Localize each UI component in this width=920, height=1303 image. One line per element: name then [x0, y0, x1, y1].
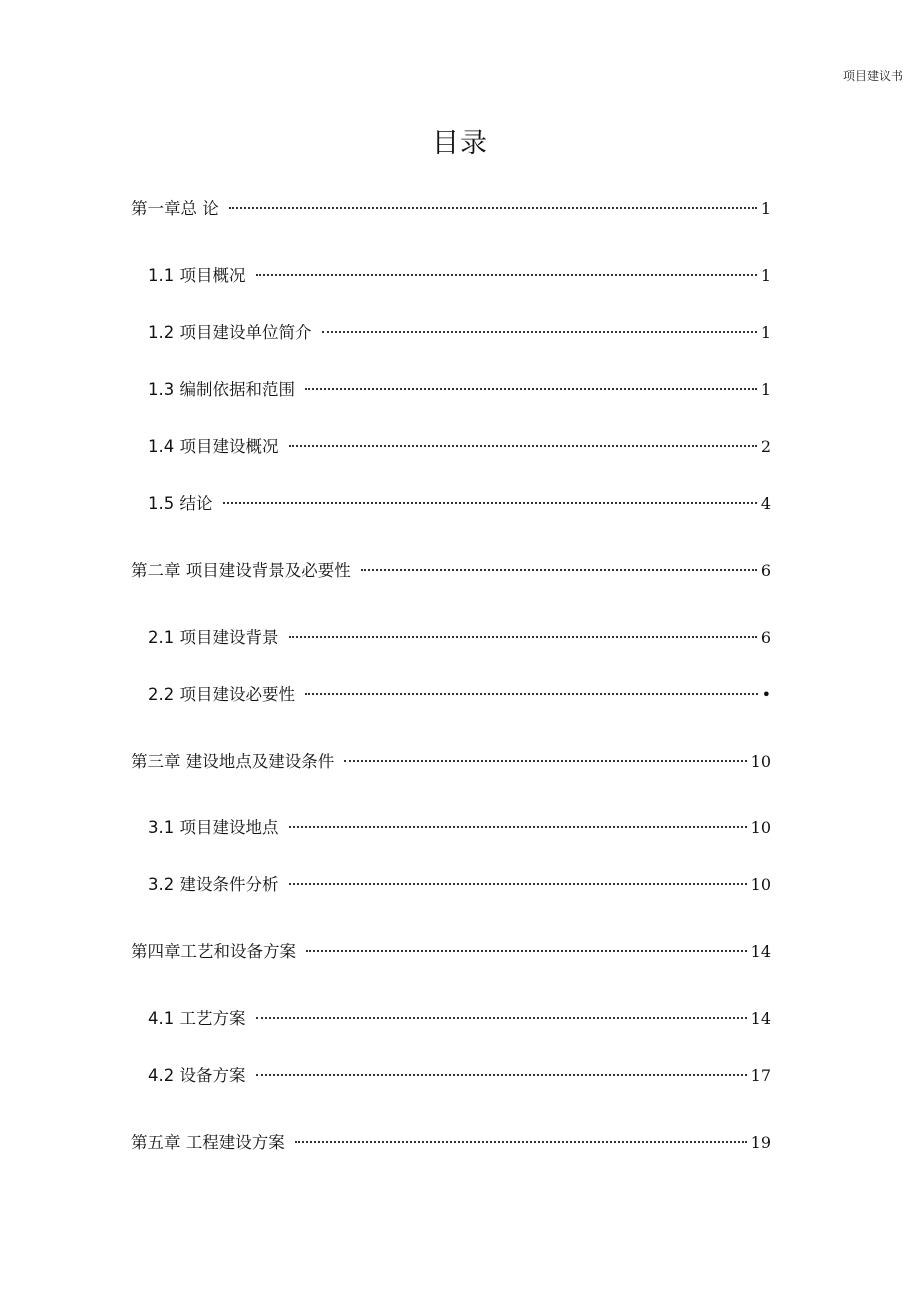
- toc-entry[interactable]: [148, 491, 771, 517]
- running-header: 项目建议书: [843, 69, 904, 83]
- toc-entry-page: 1: [760, 199, 771, 218]
- toc-entry-label: 第二章 项目建设背景及必要性: [131, 561, 351, 580]
- toc-entry-label: 3.1 项目建设地点: [148, 818, 279, 837]
- toc-entry-label: 1.4 项目建设概况: [148, 437, 279, 456]
- toc-entry[interactable]: [148, 872, 771, 898]
- dot-leader: [289, 826, 747, 828]
- toc-entry-page: 1: [760, 266, 771, 285]
- toc-entry[interactable]: [148, 625, 771, 651]
- toc-entry-page: 10: [750, 818, 771, 837]
- dot-leader: [295, 1141, 747, 1143]
- dot-leader: [256, 1074, 747, 1076]
- toc-entry-page: 10: [750, 752, 771, 771]
- toc-entry[interactable]: [131, 196, 771, 222]
- dot-leader: [289, 636, 757, 638]
- toc-entry-page: 6: [760, 628, 771, 647]
- dot-leader: [305, 388, 757, 390]
- toc-entry-page: 1: [760, 380, 771, 399]
- dot-leader: [344, 760, 746, 762]
- toc-entry-label: 4.2 设备方案: [148, 1066, 246, 1085]
- toc-entry-page: 6: [760, 561, 771, 580]
- toc-entry-label: 第三章 建设地点及建设条件: [131, 752, 335, 771]
- toc-entry-label: 1.1 项目概况: [148, 266, 246, 285]
- toc-entry-label: 2.2 项目建设必要性: [148, 685, 295, 704]
- dot-leader: [306, 950, 747, 952]
- toc-entry-label: 4.1 工艺方案: [148, 1009, 246, 1028]
- toc-entry-page: 19: [750, 1133, 771, 1152]
- toc-entry-page: 14: [750, 942, 771, 961]
- toc-entry-label: 第一章总 论: [131, 199, 219, 218]
- toc-entry[interactable]: [148, 377, 771, 403]
- toc-entry[interactable]: [148, 1063, 771, 1089]
- dot-leader: [305, 693, 758, 695]
- toc-title: 目录: [432, 128, 488, 159]
- toc-entry[interactable]: [148, 434, 771, 460]
- toc-entry-label: 2.1 项目建设背景: [148, 628, 279, 647]
- toc-entry[interactable]: [148, 1006, 771, 1032]
- toc-entry-label: 3.2 建设条件分析: [148, 875, 279, 894]
- toc-entry[interactable]: [131, 558, 771, 584]
- dot-leader: [361, 569, 757, 571]
- toc-entry-page: 17: [750, 1066, 771, 1085]
- toc-entry[interactable]: [131, 749, 771, 775]
- toc-entry-label: 1.5 结论: [148, 494, 213, 513]
- toc-entry-label: 第五章 工程建设方案: [131, 1133, 285, 1152]
- toc-entry-page: 2: [760, 437, 771, 456]
- dot-leader: [223, 502, 757, 504]
- toc-entry-page: 14: [750, 1009, 771, 1028]
- dot-leader: [229, 207, 757, 209]
- dot-leader: [289, 445, 757, 447]
- dot-leader: [289, 883, 747, 885]
- toc-entry[interactable]: [131, 939, 771, 965]
- toc-entry[interactable]: [131, 1130, 771, 1156]
- toc-entry[interactable]: [148, 320, 771, 346]
- toc-entry-page: 1: [760, 323, 771, 342]
- toc-entry[interactable]: [148, 682, 771, 708]
- toc-entry[interactable]: [148, 263, 771, 289]
- toc-entry[interactable]: [148, 815, 771, 841]
- dot-leader: [322, 331, 757, 333]
- toc-entry-page: 10: [750, 875, 771, 894]
- toc-entry-label: 1.3 编制依据和范围: [148, 380, 295, 399]
- toc-entry-page: •: [761, 685, 771, 704]
- dot-leader: [256, 1017, 747, 1019]
- toc-entry-page: 4: [760, 494, 771, 513]
- toc-entry-label: 1.2 项目建设单位简介: [148, 323, 312, 342]
- toc-entry-label: 第四章工艺和设备方案: [131, 942, 296, 961]
- dot-leader: [256, 274, 757, 276]
